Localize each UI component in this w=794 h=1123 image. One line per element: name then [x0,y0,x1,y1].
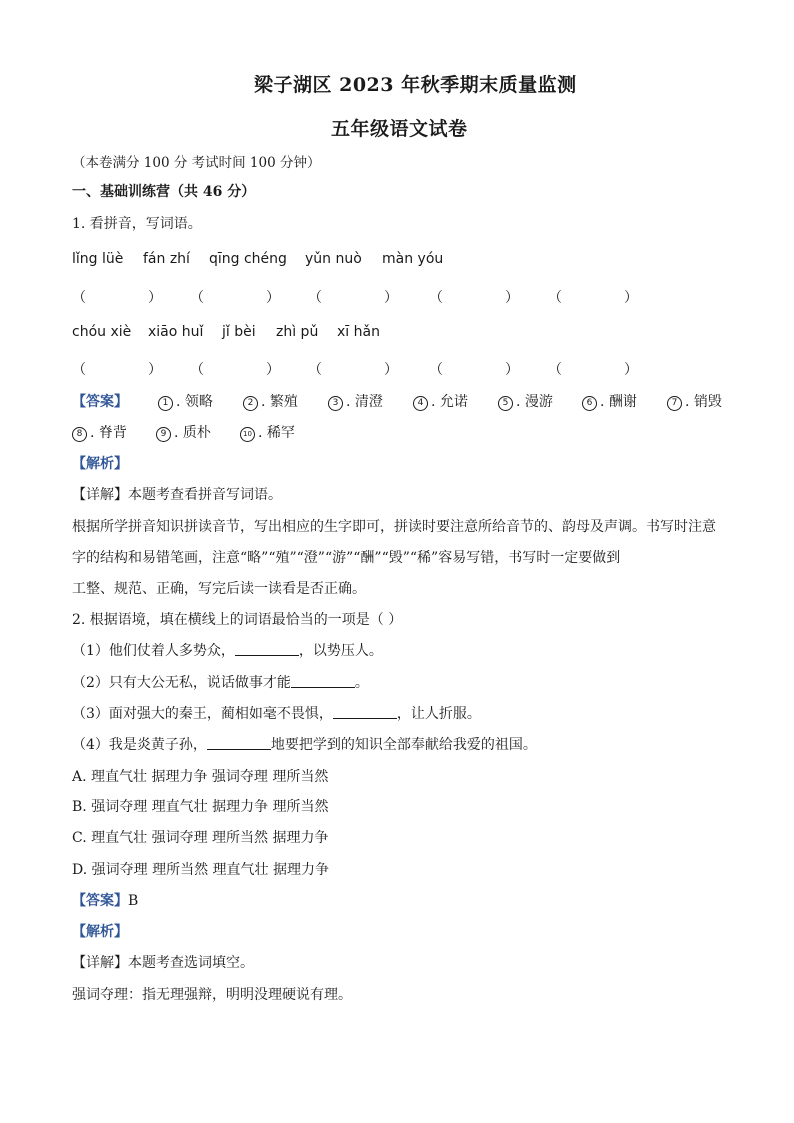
answer-word: . 质朴 [174,425,211,441]
answer-item [72,422,127,442]
answer-item [582,391,637,411]
answer-word: . 繁殖 [261,394,298,410]
paren-close: ） [148,362,162,378]
paren-open: （ [308,362,322,378]
sentence-text: （3）面对强大的秦王，蔺相如毫不畏惧， [72,706,333,722]
fill-blank[interactable] [207,737,271,750]
pinyin-item: xī hǎn [337,324,380,340]
answer-word: . 清澄 [346,394,383,410]
circled-number: 8 [72,427,87,442]
answer-word: . 销毁 [685,394,722,410]
analysis-label: 【解析】 [72,456,128,472]
answer-word: . 稀罕 [258,425,295,441]
explanation-line: 工整、规范、正确，写完后读一读看是否正确。 [72,581,366,597]
fill-blank[interactable] [235,643,299,656]
sentence-text: ，以势压人。 [298,643,383,659]
paren-close: ） [148,290,162,306]
pinyin-item: qīng chéng [209,251,287,267]
paren-open: （ [429,362,443,378]
sentence-text: 地要把学到的知识全部奉献给我爱的祖国。 [270,737,537,753]
paren-open: （ [72,362,86,378]
explanation-line: 根据所学拼音知识拼读音节，写出相应的生字即可，拼读时要注意所给音节的、韵母及声调。书写时注意 [72,519,716,535]
sentence-text: 。 [354,675,369,691]
section-title: 一、基础训练营（共 46 分） [72,184,256,200]
paren-close: ） [505,362,519,378]
answer-blanks-row-1 [72,287,672,307]
paren-open: （ [190,290,204,306]
paren-close: ） [505,290,519,306]
pinyin-item: chóu xiè [72,324,132,340]
answer-item [328,391,383,411]
sentence-text: （4）我是炎黄子孙， [72,737,207,753]
answer-item [156,422,211,442]
answer-word: . 酬谢 [600,394,637,410]
paren-close: ） [624,290,638,306]
circled-number: 9 [156,427,171,442]
option-b[interactable]: B. 强词夺理 理直气壮 据理力争 理所当然 [72,799,329,815]
answer-item [498,391,553,411]
document-title: 梁子湖区 2023 年秋季期末质量监测 [254,74,577,96]
answer-item [413,391,468,411]
paren-close: ） [384,290,398,306]
circled-number: 5 [498,396,513,411]
paren-close: ） [266,290,280,306]
analysis-label: 【解析】 [72,924,128,940]
option-d[interactable]: D. 强词夺理 理所当然 理直气壮 据理力争 [72,862,329,878]
detail-text: 【详解】本题考查看拼音写词语。 [72,487,282,503]
circled-number: 1 [158,396,173,411]
circled-number: 3 [328,396,343,411]
answer-line [72,890,138,910]
paren-open: （ [548,362,562,378]
answer-word: . 领略 [176,394,213,410]
sentence-2 [72,672,369,692]
pinyin-item: lǐng lüè [72,251,124,267]
option-a[interactable]: A. 理直气壮 据理力争 强词夺理 理所当然 [72,769,329,785]
sentence-text: （2）只有大公无私，说话做事才能 [72,675,291,691]
question-2-stem: 2. 根据语境，填在横线上的词语最恰当的一项是（ ） [72,612,403,628]
answer-item [158,391,213,411]
pinyin-item: jǐ bèi [222,324,256,340]
exam-info: （本卷满分 100 分 考试时间 100 分钟） [72,155,321,171]
pinyin-item: zhì pǔ [276,324,319,340]
explanation-line: 强词夺理：指无理强辩，明明没理硬说有理。 [72,987,352,1003]
fill-blank[interactable] [291,675,355,688]
sentence-3 [72,703,481,723]
answer-word: . 漫游 [516,394,553,410]
sentence-text: （1）他们仗着人多势众， [72,643,235,659]
answer-label: 【答案】 [72,893,128,909]
answer-label: 【答案】 [72,394,128,410]
paren-open: （ [190,362,204,378]
pinyin-item: fán zhí [143,251,190,267]
paren-close: ） [624,362,638,378]
paren-close: ） [266,362,280,378]
detail-text: 【详解】本题考查选词填空。 [72,955,254,971]
pinyin-item: màn yóu [382,251,444,267]
circled-number: 2 [243,396,258,411]
question-1-stem: 1. 看拼音，写词语。 [72,216,202,232]
paren-open: （ [548,290,562,306]
answer-item [240,422,295,442]
circled-number: 10 [240,427,255,442]
option-c[interactable]: C. 理直气壮 强词夺理 理所当然 据理力争 [72,830,329,846]
answer-word: . 脊背 [90,425,127,441]
paren-open: （ [72,290,86,306]
sentence-1 [72,640,383,660]
paren-close: ） [384,362,398,378]
explanation-line: 字的结构和易错笔画，注意“略”“殖”“澄”“游”“酬”“毁”“稀”容易写错，书写时一定要做到 [72,550,621,566]
answer-word: . 允诺 [431,394,468,410]
pinyin-item: xiāo huǐ [148,324,204,340]
sentence-text: ，让人折服。 [396,706,481,722]
fill-blank[interactable] [333,706,397,719]
answer-value: B [128,893,139,909]
pinyin-item: yǔn nuò [305,251,362,267]
sentence-4 [72,734,537,754]
paren-open: （ [429,290,443,306]
answer-item [667,391,722,411]
circled-number: 6 [582,396,597,411]
circled-number: 4 [413,396,428,411]
answer-item [243,391,298,411]
answer-blanks-row-2 [72,359,672,379]
circled-number: 7 [667,396,682,411]
paren-open: （ [308,290,322,306]
document-subtitle: 五年级语文试卷 [331,118,468,140]
